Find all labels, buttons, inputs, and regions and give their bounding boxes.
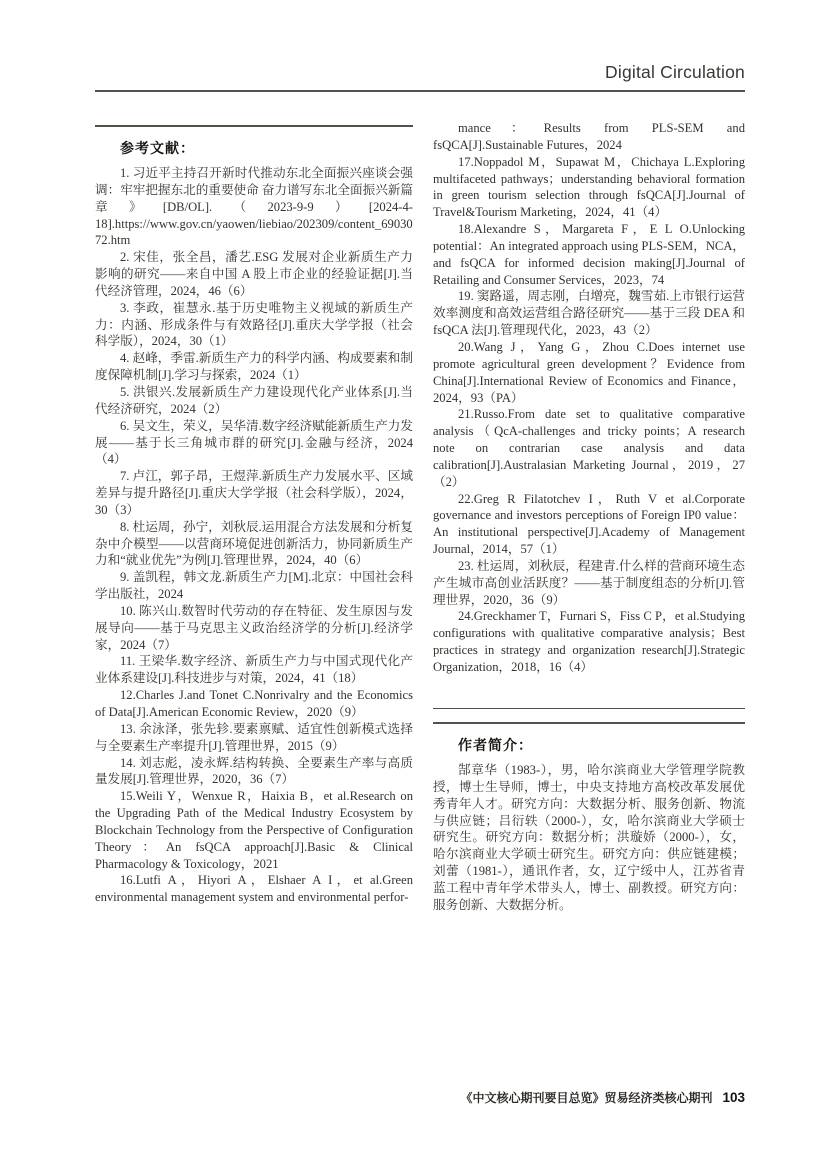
- references-top-rule: [95, 125, 413, 127]
- reference-item: 20.Wang J，Yang G，Zhou C.Does internet use promote agricultural green development？Evidence from China[J].International Review of Economics and Finance，2024，93（PA）: [433, 339, 745, 405]
- author-bio-divider: [433, 708, 745, 724]
- running-head-title: Digital Circulation: [605, 62, 745, 82]
- references-column-right: [433, 120, 745, 914]
- reference-item: 10. 陈兴山.数智时代劳动的存在特征、发生原因与发展导向——基于马克思主义政治经济学的分析[J].经济学家，2024（7）: [95, 603, 413, 652]
- reference-item: 16.Lutfi A，Hiyori A，Elshaer A I，et al.Green environmental management system and environmental perfor-: [95, 873, 413, 905]
- reference-item: 6. 吴文生，荣义，吴华清.数字经济赋能新质生产力发展——基于长三角城市群的研究[J].金融与经济，2024（4）: [95, 418, 413, 467]
- reference-item: 5. 洪银兴.发展新质生产力建设现代化产业体系[J].当代经济研究，2024（2）: [95, 384, 413, 416]
- reference-item: 23. 杜运周，刘秋辰，程建青.什么样的营商环境生态产生城市高创业活跃度？——基于制度组态的分析[J].管理世界，2020，36（9）: [433, 558, 745, 607]
- reference-item: 18.Alexandre S，Margareta F，E L O.Unlocking potential：An integrated approach using PLS-SEM，NCA，and fsQCA for informed decision making[J].Journal of Retailing and Consumer Services，2023，74: [433, 222, 746, 287]
- reference-item: 24.Greckhamer T，Furnari S，Fiss C P，et al.Studying configurations with qualitative comparative analysis；Best practices in strategy and organization research[J].Strategic Organization，2018，16（4）: [433, 609, 745, 674]
- reference-item: 1. 习近平主持召开新时代推动东北全面振兴座谈会强调：牢牢把握东北的重要使命 奋力谱写东北全面振兴新篇章》[DB/OL].（2023-9-9）[2024-4-18].https://www.gov.cn/yaowen/liebiao/202309/content_6903072.htm: [95, 166, 413, 248]
- reference-item: 19. 窦路遥，周志刚，白增亮，魏雪茹.上市银行运营效率测度和高效运营组合路径研究——基于三段 DEA 和 fsQCA 法[J].管理现代化，2023，43（2）: [433, 289, 745, 338]
- reference-item: 11. 王梁华.数字经济、新质生产力与中国式现代化产业体系建设[J].科技进步与对策，2024，41（18）: [95, 654, 413, 686]
- footer-journal-note: 《中文核心期刊要目总览》贸易经济类核心期刊: [460, 1091, 713, 1105]
- reference-item: 7. 卢江，郭子昂，王煜萍.新质生产力发展水平、区域差异与提升路径[J].重庆大学学报（社会科学版），2024，30（3）: [95, 469, 413, 517]
- reference-item: 13. 余泳泽，张先轸.要素禀赋、适宜性创新模式选择与全要素生产率提升[J].管理世界，2015（9）: [95, 721, 413, 753]
- header-rule: [95, 90, 745, 92]
- author-bio-rule-bottom: [433, 722, 745, 724]
- reference-item: mance：Results from PLS-SEM and fsQCA[J].Sustainable Futures，2024: [433, 121, 745, 152]
- reference-item: 15.Weili Y，Wenxue R，Haixia B，et al.Research on the Upgrading Path of the Medical Industry Ecosystem by Blockchain Technology from the Perspective of Configuration Theory：An fsQCA approach[J].Basic & Clinical Pharmacology & Toxicology，2021: [95, 789, 413, 871]
- reference-item: 2. 宋佳，张全昌，潘艺.ESG 发展对企业新质生产力影响的研究——来自中国 A 股上市企业的经验证据[J].当代经济管理，2024，46（6）: [95, 250, 413, 298]
- page-footer: [460, 1089, 745, 1106]
- reference-item: 17.Noppadol M，Supawat M，Chichaya L.Exploring multifaceted pathways；understanding behavioral formation in green tourism selection through fsQCA[J].Journal of Travel&Tourism Marketing，2024，41（4）: [433, 154, 745, 220]
- reference-item: 22.Greg R Filatotchev I，Ruth V et al.Corporate governance and investors perceptions of Foreign IP0 value：An institutional perspective[J].Academy of Management Journal，2014，57（1）: [433, 491, 745, 557]
- reference-item: 3. 李政，崔慧永.基于历史唯物主义视域的新质生产力：内涵、形成条件与有效路径[J].重庆大学学报（社会科学版），2024，30（1）: [95, 300, 413, 349]
- reference-item: 4. 赵峰，季雷.新质生产力的科学内涵、构成要素和制度保障机制[J].学习与探索，2024（1）: [95, 351, 413, 383]
- author-bio-heading: 作者简介：: [458, 737, 533, 754]
- author-bio-rule-top: [433, 708, 745, 710]
- reference-item: 21.Russo.From date set to qualitative comparative analysis（QcA-challenges and tricky points；A research note on contrarian case analysis and data calibration[J].Australasian Marketing Journal，2019，27（2）: [433, 407, 745, 489]
- references-heading: 参考文献：: [120, 140, 195, 156]
- references-list-left: [95, 165, 413, 906]
- author-bio-text: 郜章华（1983-），男，哈尔滨商业大学管理学院教授，博士生导师，博士，中央支持地方高校改革发展优秀青年人才。研究方向：大数据分析、服务创新、物流与供应链；吕衍轶（2000-），女，哈尔滨商业大学硕士研究生。研究方向：数据分析；洪璇娇（2000-），女，哈尔滨商业大学硕士研究生。研究方向：供应链建模；刘蕾（1981-），通讯作者，女，辽宁绥中人，江苏省青蓝工程中青年学术带头人，博士、副教授。研究方向：服务创新、大数据分析。: [433, 763, 745, 912]
- reference-item: 14. 刘志彪，凌永辉.结构转换、全要素生产率与高质量发展[J].管理世界，2020，36（7）: [95, 755, 413, 787]
- references-column-left: [95, 125, 413, 906]
- references-list-right: [433, 120, 745, 676]
- reference-item: 12.Charles J.and Tonet C.Nonrivalry and the Economics of Data[J].American Economic Review，2020（9）: [95, 688, 413, 719]
- reference-item: 9. 盖凯程，韩文龙.新质生产力[M].北京：中国社会科学出版社，2024: [95, 570, 413, 602]
- reference-item: 8. 杜运周，孙宁，刘秋辰.运用混合方法发展和分析复杂中介模型——以营商环境促进创新活力，协同新质生产力和“就业优先”为例[J].管理世界，2024，40（6）: [95, 519, 413, 568]
- page-number: 103: [722, 1090, 745, 1105]
